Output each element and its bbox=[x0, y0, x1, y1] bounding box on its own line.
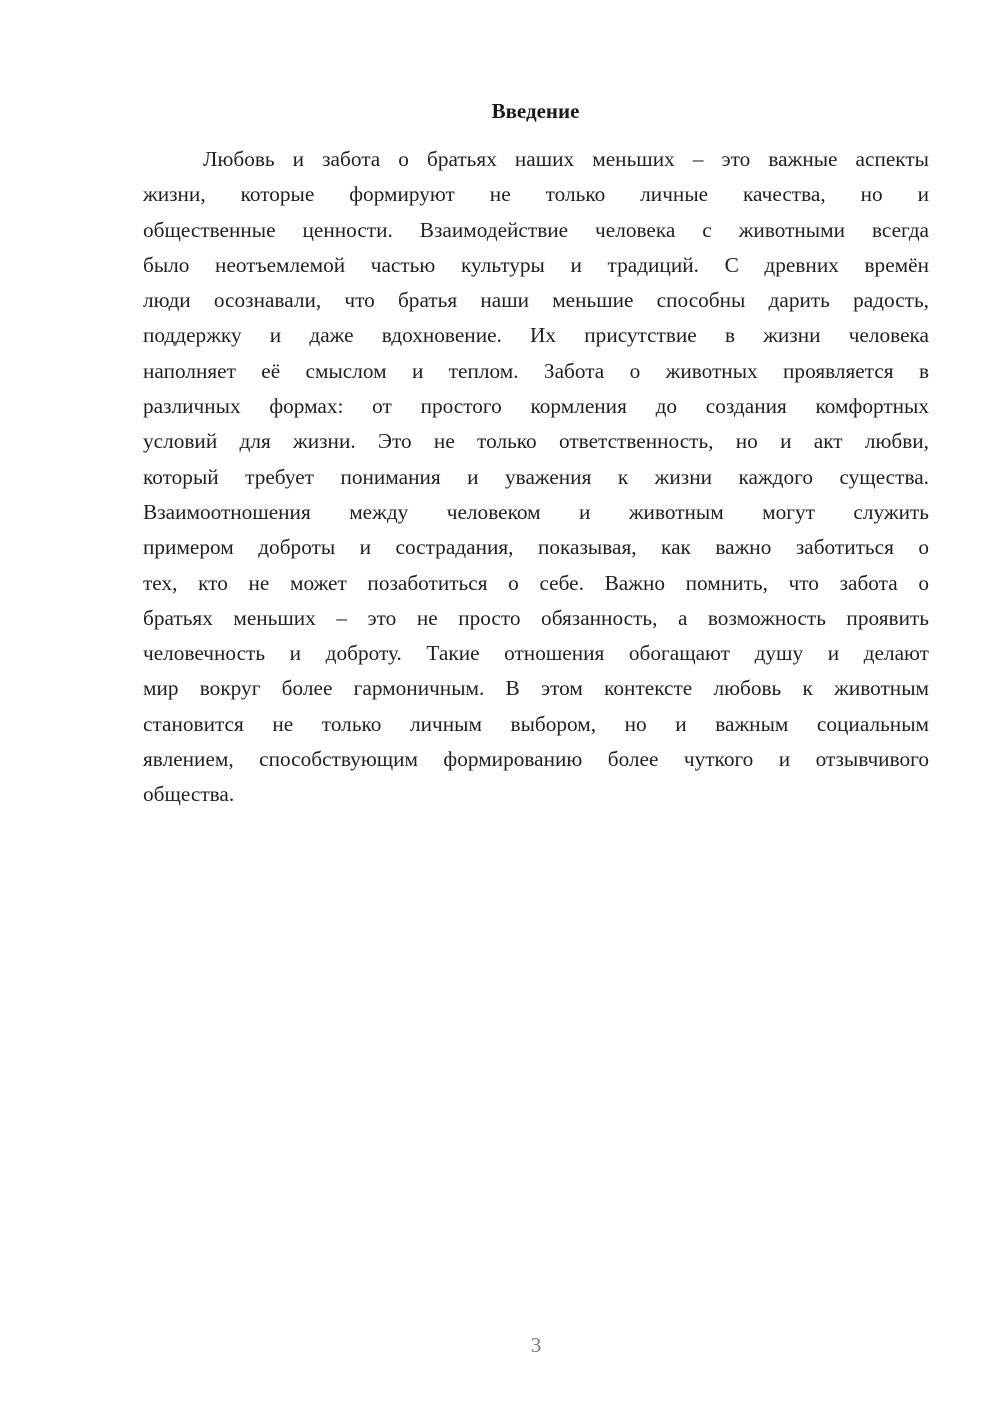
paragraph-line: который требует понимания и уважения к жизни каждого существа. bbox=[143, 464, 929, 489]
paragraph-line: общественные ценности. Взаимодействие человека с животными всегда bbox=[143, 217, 929, 242]
paragraph-line: наполняет её смыслом и теплом. Забота о животных проявляется в bbox=[143, 358, 929, 383]
paragraph-line: условий для жизни. Это не только ответственность, но и акт любви, bbox=[143, 429, 929, 454]
page-number: 3 bbox=[530, 1333, 542, 1357]
paragraph-line: поддержку и даже вдохновение. Их присутствие в жизни человека bbox=[143, 323, 929, 348]
paragraph-line: тех, кто не может позаботиться о себе. Важно помнить, что забота о bbox=[143, 570, 929, 595]
introduction-paragraph bbox=[143, 142, 929, 813]
section-heading: Введение bbox=[491, 99, 580, 123]
paragraph-line: явлением, способствующим формированию более чуткого и отзывчивого bbox=[143, 747, 929, 772]
paragraph-line: мир вокруг более гармоничным. В этом контексте любовь к животным bbox=[143, 676, 929, 701]
paragraph-line: становится не только личным выбором, но и важным социальным bbox=[143, 711, 929, 736]
paragraph-line: человечность и доброту. Такие отношения обогащают душу и делают bbox=[143, 641, 929, 666]
paragraph-line: жизни, которые формируют не только личные качества, но и bbox=[143, 182, 929, 207]
paragraph-line: братьях меньших – это не просто обязанность, а возможность проявить bbox=[143, 605, 929, 630]
paragraph-line: Взаимоотношения между человеком и животным могут служить bbox=[143, 499, 929, 524]
paragraph-line: люди осознавали, что братья наши меньшие способны дарить радость, bbox=[143, 288, 929, 313]
paragraph-line: примером доброты и сострадания, показывая, как важно заботиться о bbox=[143, 535, 929, 560]
paragraph-line: различных формах: от простого кормления до создания комфортных bbox=[143, 394, 929, 419]
paragraph-line: было неотъемлемой частью культуры и традиций. С древних времён bbox=[143, 252, 929, 277]
paragraph-line: общества. bbox=[143, 782, 235, 807]
paragraph-line: Любовь и забота о братьях наших меньших – это важные аспекты bbox=[203, 147, 929, 171]
